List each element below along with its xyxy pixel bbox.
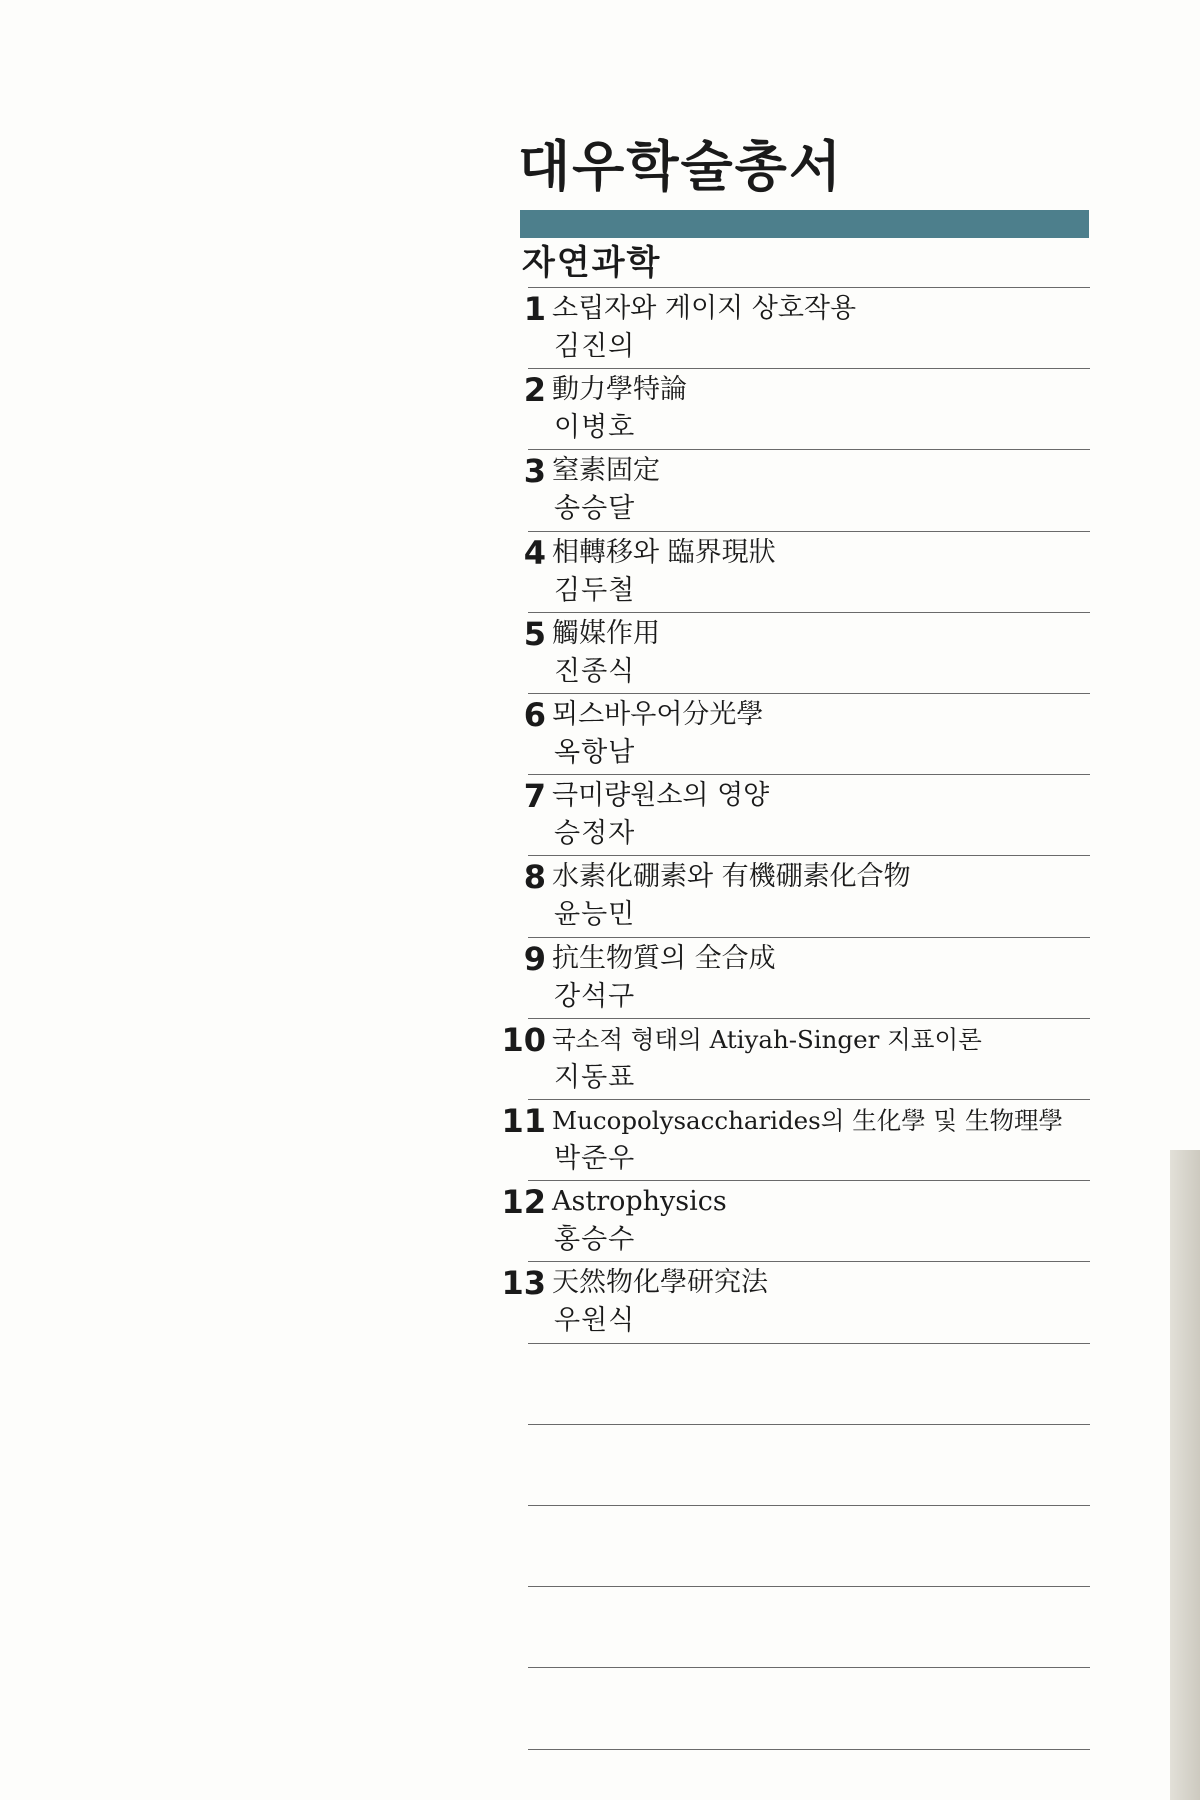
entry-title: 天然物化學研究法 — [552, 1267, 768, 1299]
list-item — [0, 450, 1200, 528]
entry-title: Astrophysics — [552, 1186, 727, 1218]
entry-author: 이병호 — [554, 412, 636, 444]
entry-author: 승정자 — [554, 818, 636, 850]
entry-number: 11 — [501, 1102, 546, 1140]
entry-author: 윤능민 — [554, 899, 636, 931]
accent-bar — [520, 210, 1089, 238]
entry-divider — [528, 1424, 1090, 1425]
entry-divider — [528, 1343, 1090, 1344]
entry-title: 相轉移와 臨界現狀 — [552, 536, 776, 568]
entry-author: 김진의 — [554, 331, 636, 362]
list-item — [0, 369, 1200, 447]
entry-author: 옥항남 — [554, 737, 636, 768]
entry-number: 3 — [523, 452, 546, 491]
entry-title: 극미량원소의 영양 — [552, 780, 770, 812]
page-edge — [1170, 1150, 1200, 1800]
entry-divider — [528, 855, 1090, 856]
entry-divider — [528, 449, 1090, 450]
entry-number: 7 — [523, 777, 546, 816]
entry-author: 박준우 — [554, 1143, 636, 1174]
entry-divider — [528, 693, 1090, 694]
entry-divider — [528, 1667, 1090, 1668]
list-item — [0, 613, 1200, 691]
entry-author: 김두철 — [554, 574, 636, 606]
entry-divider — [528, 1180, 1090, 1181]
entry-author: 송승달 — [554, 493, 636, 525]
entry-divider — [528, 1018, 1090, 1019]
entry-title: 뫼스바우어分光學 — [552, 699, 764, 730]
entry-title: 국소적 형태의 Atiyah-Singer 지표이론 — [552, 1024, 982, 1054]
entry-number: 2 — [523, 371, 546, 410]
list-item — [0, 775, 1200, 853]
entry-author: 우원식 — [554, 1305, 636, 1337]
entry-title: Mucopolysaccharides의 生化學 및 生物理學 — [552, 1106, 1063, 1135]
entry-divider — [528, 1749, 1090, 1750]
entry-divider — [528, 937, 1090, 938]
entry-divider — [528, 1586, 1090, 1587]
entry-author: 홍승수 — [554, 1224, 636, 1256]
list-item — [0, 1019, 1200, 1097]
entry-title: 窒素固定 — [552, 455, 660, 487]
entry-author: 지동표 — [554, 1061, 636, 1093]
entry-number: 12 — [501, 1183, 546, 1222]
entry-divider — [528, 368, 1090, 369]
list-item — [0, 1100, 1200, 1178]
list-item — [0, 532, 1200, 610]
entry-title: 水素化硼素와 有機硼素化合物 — [552, 861, 911, 893]
entry-author: 진종식 — [554, 655, 636, 687]
section-title: 자연과학 — [522, 243, 662, 283]
entry-divider — [528, 531, 1090, 532]
entry-title: 소립자와 게이지 상호작용 — [552, 293, 857, 324]
entry-number: 5 — [523, 614, 546, 653]
entry-divider — [528, 1261, 1090, 1262]
entry-divider — [528, 774, 1090, 775]
entry-author: 강석구 — [554, 980, 636, 1012]
entry-divider — [528, 612, 1090, 613]
list-item — [0, 1181, 1200, 1259]
entry-number: 9 — [523, 939, 546, 978]
entry-number: 13 — [501, 1264, 546, 1303]
entry-number: 1 — [523, 290, 546, 328]
entry-title: 動力學特論 — [552, 374, 687, 406]
entry-number: 6 — [523, 696, 546, 734]
entry-title: 觸媒作用 — [552, 617, 660, 649]
entry-divider — [528, 1099, 1090, 1100]
entry-number: 8 — [523, 858, 546, 897]
entry-title: 抗生物質의 全合成 — [552, 942, 776, 974]
entry-divider — [528, 1505, 1090, 1506]
list-item — [0, 938, 1200, 1016]
series-title: 대우학술총서 — [518, 135, 843, 198]
list-item — [0, 856, 1200, 934]
entry-number: 10 — [501, 1020, 546, 1059]
entry-number: 4 — [523, 533, 546, 572]
list-item — [0, 694, 1200, 772]
list-item — [0, 288, 1200, 366]
list-item — [0, 1262, 1200, 1340]
